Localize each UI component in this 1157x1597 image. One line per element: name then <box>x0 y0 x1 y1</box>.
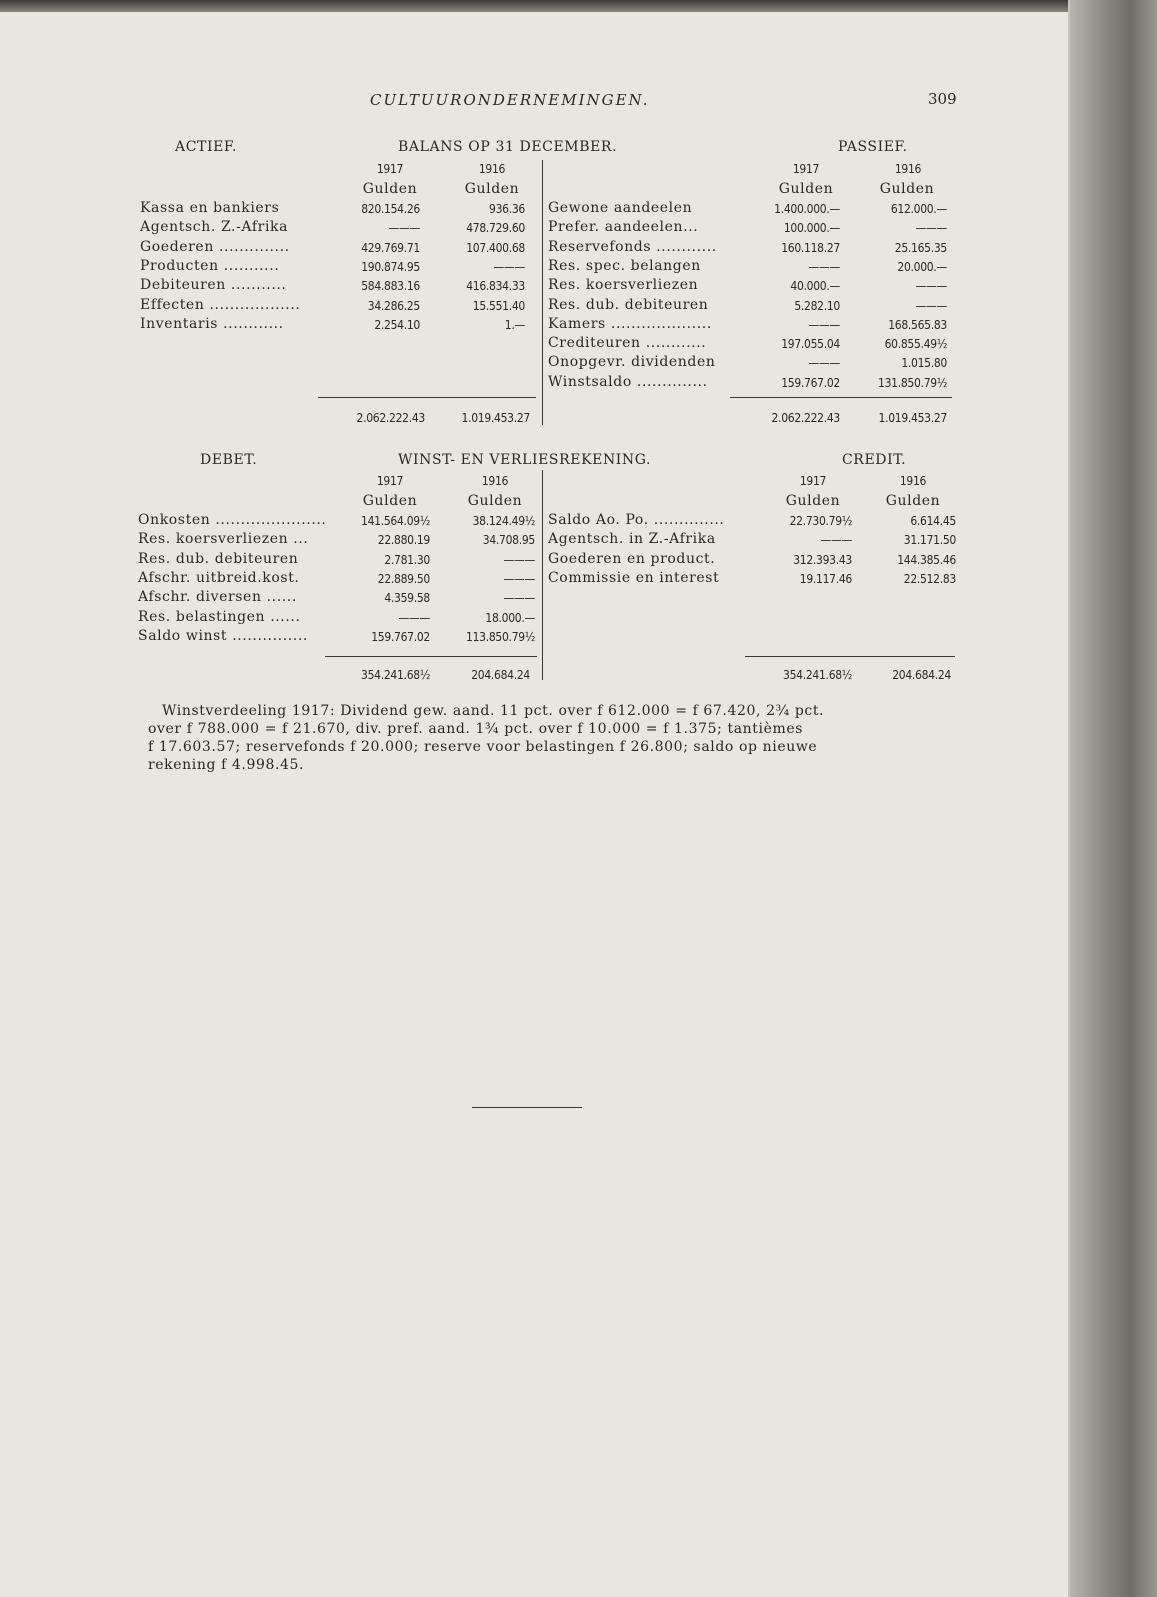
balance-left-unit-1917: Gulden <box>362 181 418 197</box>
actief-row-value-1916: ——— <box>493 259 525 274</box>
actief-row-label: Goederen .............. <box>140 238 290 255</box>
credit-row-value-1916: 144.385.46 <box>897 552 956 567</box>
passief-heading: PASSIEF. <box>838 139 908 155</box>
passief-row-value-1917: 5.282.10 <box>794 298 840 313</box>
balance-left-year-1917: 1917 <box>376 162 404 176</box>
pl-right-total-1916: 204.684.24 <box>892 668 951 682</box>
actief-row-value-1916: 15.551.40 <box>472 298 525 313</box>
credit-row-value-1917: 19.117.46 <box>799 571 852 586</box>
passief-row-value-1917: 160.118.27 <box>781 240 840 255</box>
actief-row-value-1916: 478.729.60 <box>466 221 525 236</box>
credit-row-label: Saldo Ao. Po. .............. <box>548 512 725 528</box>
debet-row-value-1917: 22.880.19 <box>377 533 430 548</box>
credit-row-label: Commissie en interest <box>548 569 720 586</box>
balance-right-year-1917: 1917 <box>792 162 820 176</box>
passief-row-label: Kamers .................... <box>548 315 712 332</box>
passief-row-label: Winstsaldo .............. <box>548 373 708 390</box>
debet-row-value-1916: 38.124.49½ <box>472 514 535 528</box>
passief-row-label: Gewone aandeelen <box>548 200 693 216</box>
pl-left-year-1917: 1917 <box>376 474 404 488</box>
debet-row-value-1917: 141.564.09½ <box>361 514 430 528</box>
passief-row-label: Res. dub. debiteuren <box>548 296 709 313</box>
debet-row-label: Saldo winst ............... <box>138 627 308 644</box>
winstverdeeling-line-2: over f 788.000 = f 21.670, div. pref. aand. 1¾ pct. over f 10.000 = f 1.375; tantièmes <box>148 721 803 737</box>
passief-row-label: Prefer. aandeelen... <box>548 219 699 236</box>
actief-row-value-1916: 936.36 <box>489 202 525 216</box>
credit-row-value-1916: 6.614.45 <box>910 514 956 528</box>
balance-left-year-1916: 1916 <box>478 162 506 176</box>
pl-right-unit-1917: Gulden <box>785 493 841 509</box>
actief-row-value-1917: 2.254.10 <box>374 317 420 332</box>
passief-row-value-1916: 1.015.80 <box>901 356 947 371</box>
debet-row-value-1916: ——— <box>503 571 535 586</box>
actief-row-value-1917: 429.769.71 <box>361 240 420 255</box>
pl-right-unit-1916: Gulden <box>885 493 941 509</box>
debet-row-value-1916: 113.850.79½ <box>466 629 535 644</box>
debet-row-label: Afschr. uitbreid.kost. <box>138 569 300 586</box>
actief-row-value-1916: 107.400.68 <box>466 240 525 255</box>
debet-row-value-1917: 4.359.58 <box>384 591 430 606</box>
actief-row-label: Effecten .................. <box>140 296 301 313</box>
debet-row-label: Res. koersverliezen ... <box>138 531 309 548</box>
actief-row-value-1917: 584.883.16 <box>361 279 420 294</box>
debet-row-label: Afschr. diversen ...... <box>138 589 297 606</box>
passief-row-value-1917: ——— <box>808 356 840 371</box>
debet-row-value-1917: 2.781.30 <box>384 552 430 567</box>
actief-heading: ACTIEF. <box>175 139 238 155</box>
passief-row-value-1916: 168.565.83 <box>888 317 947 332</box>
actief-row-label: Agentsch. Z.-Afrika <box>140 219 289 236</box>
credit-row-value-1917: ——— <box>820 533 852 548</box>
debet-row-value-1916: ——— <box>503 552 535 567</box>
passief-row-value-1917: 100.000.— <box>783 221 840 236</box>
passief-row-label: Res. koersverliezen <box>548 277 699 294</box>
actief-row-value-1917: 34.286.25 <box>367 298 420 313</box>
passief-row-value-1917: 1.400.000.— <box>774 202 840 216</box>
passief-row-value-1917: 197.055.04 <box>781 337 840 352</box>
balance-left-unit-1916: Gulden <box>464 181 520 197</box>
debet-row-value-1916: ——— <box>503 591 535 606</box>
credit-row-label: Agentsch. in Z.-Afrika <box>548 531 716 548</box>
debet-row-label: Res. belastingen ...... <box>138 608 301 625</box>
actief-row-label: Inventaris ............ <box>140 315 284 332</box>
debet-row-value-1917: 159.767.02 <box>371 629 430 644</box>
credit-heading: CREDIT. <box>842 452 907 468</box>
passief-row-value-1916: ——— <box>915 221 947 236</box>
winstverdeeling-line-1: Winstverdeeling 1917: Dividend gew. aand. 11 pct. over f 612.000 = f 67.420, 2¾ pct. <box>162 703 825 719</box>
balance-title: BALANS OP 31 DECEMBER. <box>398 139 618 155</box>
running-title: CULTUURONDERNEMINGEN. <box>370 91 650 109</box>
balance-left-sum-rule <box>318 397 536 398</box>
pl-divider <box>542 470 543 680</box>
passief-row-label: Res. spec. belangen <box>548 257 701 274</box>
passief-row-label: Reservefonds ............ <box>548 238 717 255</box>
debet-row-label: Onkosten ...................... <box>138 512 327 528</box>
actief-row-value-1917: ——— <box>388 221 420 236</box>
winstverdeeling-line-3: f 17.603.57; reservefonds f 20.000; reserve voor belastingen f 26.800; saldo op nieuwe <box>148 739 818 755</box>
balance-right-unit-1917: Gulden <box>778 181 834 197</box>
debet-row-value-1916: 34.708.95 <box>482 533 535 548</box>
credit-row-value-1917: 22.730.79½ <box>789 514 852 528</box>
passief-row-value-1916: 60.855.49½ <box>884 337 947 352</box>
actief-row-value-1917: 820.154.26 <box>361 202 420 216</box>
balance-left-total-1916: 1.019.453.27 <box>461 411 530 425</box>
passief-row-value-1916: ——— <box>915 279 947 294</box>
passief-row-value-1916: 131.850.79½ <box>878 375 947 390</box>
pl-right-sum-rule <box>745 656 955 657</box>
pl-left-total-1916: 204.684.24 <box>471 668 530 682</box>
actief-row-label: Debiteuren ........... <box>140 277 287 294</box>
debet-heading: DEBET. <box>200 452 258 468</box>
actief-row-value-1916: 1.— <box>504 317 525 332</box>
passief-row-label: Onopgevr. dividenden <box>548 354 716 371</box>
passief-row-label: Crediteuren ............ <box>548 335 707 352</box>
passief-row-value-1916: 20.000.— <box>897 259 947 274</box>
pl-right-year-1917: 1917 <box>799 474 827 488</box>
pl-left-unit-1917: Gulden <box>362 493 418 509</box>
pl-left-total-1917: 354.241.68½ <box>361 668 430 682</box>
balance-divider <box>542 160 543 425</box>
debet-row-value-1916: 18.000.— <box>485 610 535 625</box>
balance-left-total-1917: 2.062.222.43 <box>356 411 425 425</box>
page-number: 309 <box>928 90 957 108</box>
passief-row-value-1917: ——— <box>808 259 840 274</box>
credit-row-value-1916: 31.171.50 <box>903 533 956 548</box>
balance-right-unit-1916: Gulden <box>879 181 935 197</box>
winstverdeeling-line-4: rekening f 4.998.45. <box>148 757 305 773</box>
actief-row-value-1916: 416.834.33 <box>466 279 525 294</box>
balance-right-year-1916: 1916 <box>894 162 922 176</box>
credit-row-value-1917: 312.393.43 <box>793 552 852 567</box>
actief-row-label: Kassa en bankiers <box>140 200 280 216</box>
passief-row-value-1917: ——— <box>808 317 840 332</box>
credit-row-label: Goederen en product. <box>548 550 716 567</box>
pl-right-year-1916: 1916 <box>899 474 927 488</box>
pl-left-sum-rule <box>325 656 537 657</box>
debet-row-value-1917: ——— <box>398 610 430 625</box>
passief-row-value-1917: 40.000.— <box>790 279 840 294</box>
passief-row-value-1916: ——— <box>915 298 947 313</box>
credit-row-value-1916: 22.512.83 <box>903 571 956 586</box>
pl-title: WINST- EN VERLIESREKENING. <box>398 452 652 468</box>
passief-row-value-1917: 159.767.02 <box>781 375 840 390</box>
scan-edge <box>0 0 1068 12</box>
debet-row-value-1917: 22.889.50 <box>377 571 430 586</box>
actief-row-value-1917: 190.874.95 <box>361 259 420 274</box>
balance-right-sum-rule <box>730 397 952 398</box>
book-edge <box>1068 0 1157 1597</box>
end-rule <box>472 1107 582 1108</box>
pl-left-unit-1916: Gulden <box>467 493 523 509</box>
debet-row-label: Res. dub. debiteuren <box>138 550 299 567</box>
balance-right-total-1917: 2.062.222.43 <box>771 411 840 425</box>
balance-right-total-1916: 1.019.453.27 <box>878 411 947 425</box>
pl-right-total-1917: 354.241.68½ <box>783 668 852 682</box>
actief-row-label: Producten ........... <box>140 257 280 274</box>
passief-row-value-1916: 25.165.35 <box>894 240 947 255</box>
passief-row-value-1916: 612.000.— <box>890 202 947 216</box>
pl-left-year-1916: 1916 <box>481 474 509 488</box>
